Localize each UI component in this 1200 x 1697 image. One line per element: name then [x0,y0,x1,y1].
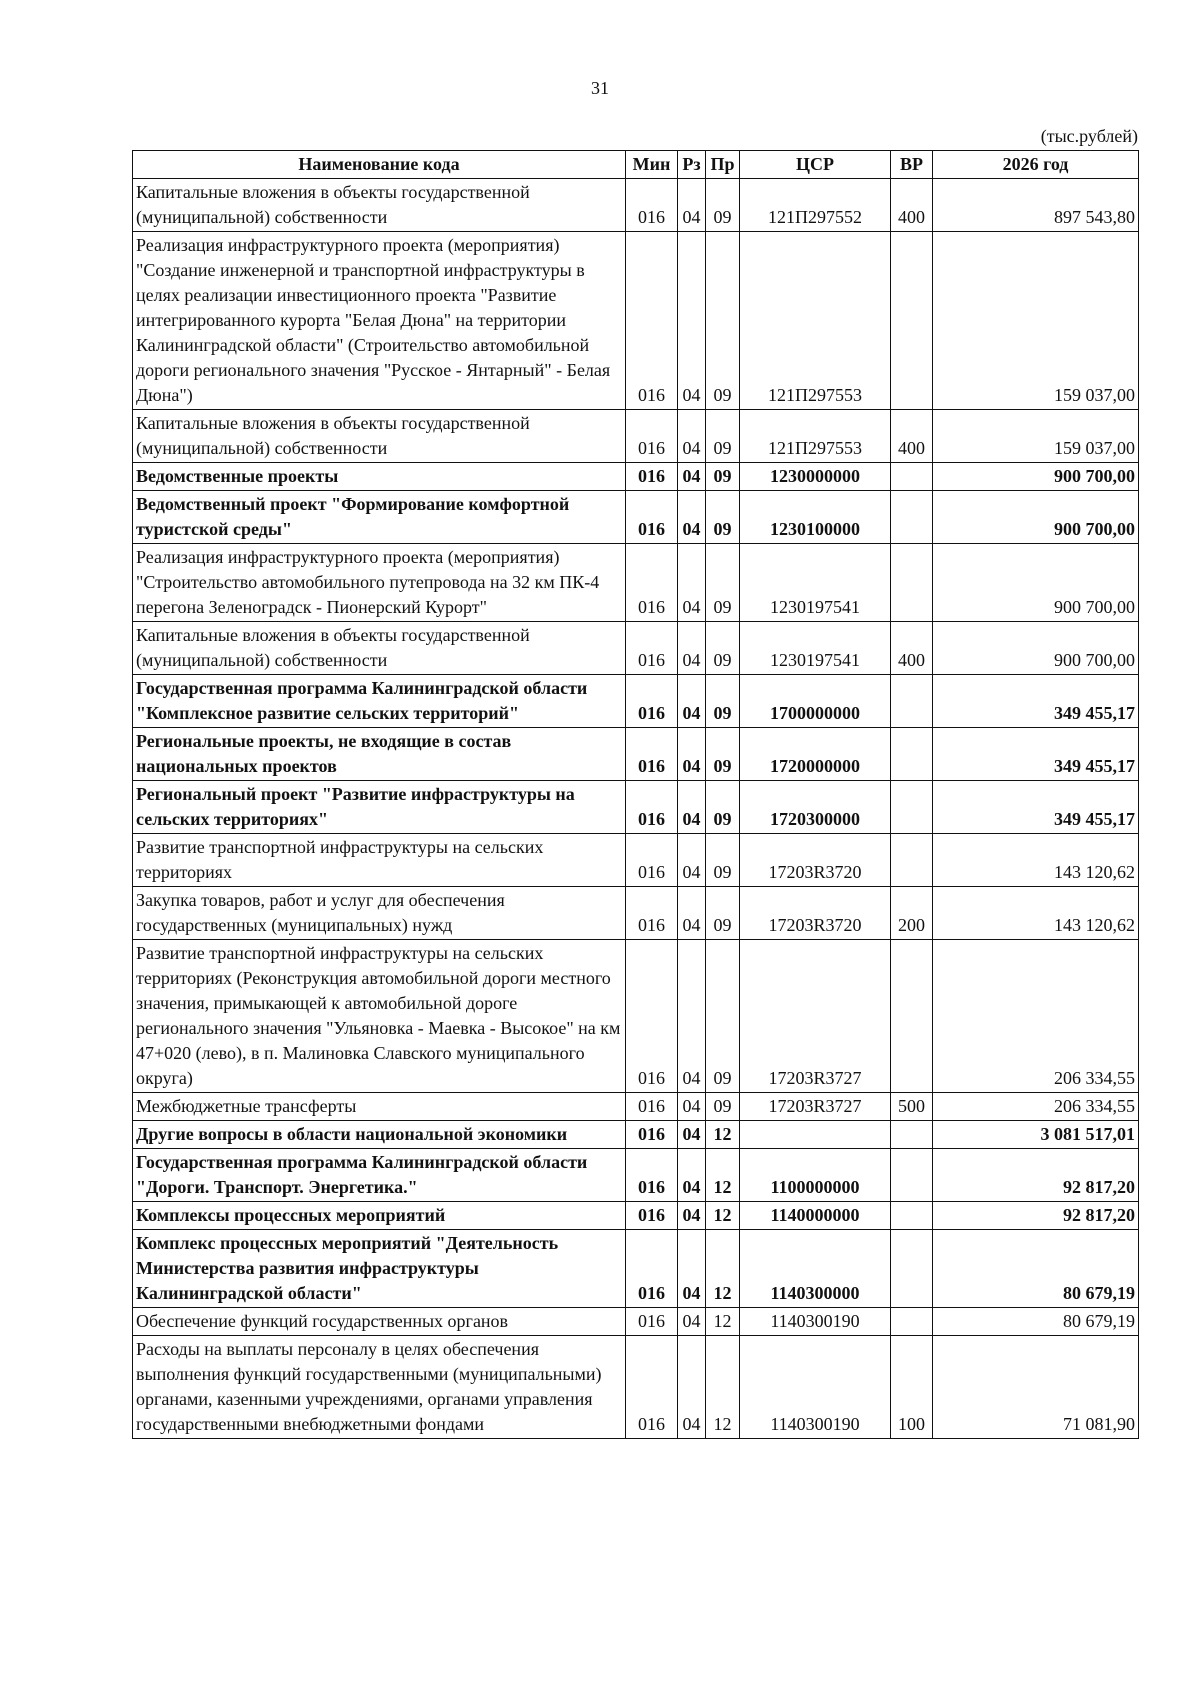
cell-amount: 900 700,00 [933,622,1139,675]
cell-amount: 349 455,17 [933,675,1139,728]
cell-min: 016 [626,463,678,491]
cell-min: 016 [626,1149,678,1202]
cell-csr: 1720300000 [740,781,891,834]
cell-pr: 09 [706,491,740,544]
cell-vr: 200 [891,887,933,940]
cell-vr: 400 [891,622,933,675]
header-vr: ВР [891,151,933,179]
cell-vr [891,1202,933,1230]
table-row [133,1230,1139,1308]
cell-csr: 17203R3720 [740,887,891,940]
cell-amount: 206 334,55 [933,1093,1139,1121]
table-row [133,940,1139,1093]
cell-name: Капитальные вложения в объекты государственной (муниципальной) собственности [133,622,626,675]
cell-name: Ведомственный проект "Формирование комфортной туристской среды" [133,491,626,544]
cell-csr: 1720000000 [740,728,891,781]
cell-vr [891,728,933,781]
cell-vr: 100 [891,1336,933,1439]
cell-amount: 349 455,17 [933,728,1139,781]
cell-csr: 121П297553 [740,410,891,463]
cell-pr: 12 [706,1121,740,1149]
cell-min: 016 [626,491,678,544]
table-row [133,1336,1139,1439]
cell-amount: 80 679,19 [933,1230,1139,1308]
cell-rz: 04 [678,232,706,410]
table-row [133,491,1139,544]
cell-amount: 900 700,00 [933,491,1139,544]
cell-csr: 1700000000 [740,675,891,728]
cell-csr: 1230000000 [740,463,891,491]
cell-vr [891,544,933,622]
cell-amount: 900 700,00 [933,544,1139,622]
cell-amount: 206 334,55 [933,940,1139,1093]
cell-csr: 1230197541 [740,622,891,675]
cell-name: Ведомственные проекты [133,463,626,491]
cell-rz: 04 [678,1149,706,1202]
cell-vr [891,781,933,834]
cell-min: 016 [626,622,678,675]
table-header-row [133,151,1139,179]
cell-rz: 04 [678,1336,706,1439]
cell-rz: 04 [678,622,706,675]
table-body [133,179,1139,1439]
budget-table [132,150,1139,1439]
cell-min: 016 [626,544,678,622]
cell-vr: 400 [891,179,933,232]
cell-name: Межбюджетные трансферты [133,1093,626,1121]
cell-rz: 04 [678,781,706,834]
cell-csr: 17203R3720 [740,834,891,887]
cell-amount: 159 037,00 [933,232,1139,410]
cell-min: 016 [626,410,678,463]
cell-pr: 09 [706,463,740,491]
cell-vr [891,232,933,410]
cell-name: Другие вопросы в области национальной экономики [133,1121,626,1149]
cell-min: 016 [626,887,678,940]
header-name: Наименование кода [133,151,626,179]
cell-name: Комплексы процессных мероприятий [133,1202,626,1230]
cell-amount: 349 455,17 [933,781,1139,834]
cell-vr [891,834,933,887]
cell-rz: 04 [678,940,706,1093]
cell-pr: 12 [706,1336,740,1439]
cell-pr: 12 [706,1149,740,1202]
cell-name: Расходы на выплаты персоналу в целях обеспечения выполнения функций государственными (муниципальными) органами, казенными учреждениями, органами управления государственными внебюджетными фондами [133,1336,626,1439]
cell-vr [891,1149,933,1202]
cell-rz: 04 [678,834,706,887]
cell-pr: 09 [706,544,740,622]
cell-csr: 17203R3727 [740,1093,891,1121]
cell-amount: 80 679,19 [933,1308,1139,1336]
units-label: (тыс.рублей) [1040,126,1138,146]
cell-name: Региональные проекты, не входящие в состав национальных проектов [133,728,626,781]
table-row [133,1121,1139,1149]
cell-pr: 09 [706,887,740,940]
cell-min: 016 [626,1202,678,1230]
table-row [133,1202,1139,1230]
cell-name: Государственная программа Калининградской области "Дороги. Транспорт. Энергетика." [133,1149,626,1202]
cell-min: 016 [626,940,678,1093]
cell-amount: 159 037,00 [933,410,1139,463]
table-row [133,675,1139,728]
cell-csr: 1100000000 [740,1149,891,1202]
cell-pr: 09 [706,728,740,781]
cell-pr: 09 [706,622,740,675]
cell-pr: 09 [706,232,740,410]
cell-rz: 04 [678,1308,706,1336]
table-row [133,179,1139,232]
cell-vr [891,940,933,1093]
header-year: 2026 год [933,151,1139,179]
cell-csr: 1140000000 [740,1202,891,1230]
cell-amount: 897 543,80 [933,179,1139,232]
table-row [133,463,1139,491]
cell-vr [891,463,933,491]
cell-min: 016 [626,781,678,834]
cell-rz: 04 [678,1121,706,1149]
cell-csr: 1230100000 [740,491,891,544]
cell-vr [891,491,933,544]
cell-vr [891,1121,933,1149]
header-csr: ЦСР [740,151,891,179]
cell-name: Государственная программа Калининградской области "Комплексное развитие сельских территорий" [133,675,626,728]
cell-csr [740,1121,891,1149]
table-row [133,728,1139,781]
cell-csr: 121П297552 [740,179,891,232]
cell-name: Региональный проект "Развитие инфраструктуры на сельских территориях" [133,781,626,834]
page-number: 31 [591,78,609,98]
cell-name: Капитальные вложения в объекты государственной (муниципальной) собственности [133,410,626,463]
cell-amount: 143 120,62 [933,834,1139,887]
cell-min: 016 [626,1093,678,1121]
cell-pr: 09 [706,781,740,834]
cell-csr: 1140300000 [740,1230,891,1308]
cell-vr [891,1308,933,1336]
cell-vr [891,675,933,728]
table-row [133,544,1139,622]
cell-csr: 1140300190 [740,1308,891,1336]
cell-amount: 143 120,62 [933,887,1139,940]
cell-pr: 12 [706,1308,740,1336]
cell-min: 016 [626,1121,678,1149]
header-rz: Рз [678,151,706,179]
cell-name: Реализация инфраструктурного проекта (мероприятия) "Строительство автомобильного путепровода на 32 км ПК-4 перегона Зеленоградск - Пионерский Курорт" [133,544,626,622]
header-pr: Пр [706,151,740,179]
cell-rz: 04 [678,887,706,940]
cell-rz: 04 [678,463,706,491]
cell-pr: 09 [706,675,740,728]
cell-vr [891,1230,933,1308]
cell-rz: 04 [678,410,706,463]
cell-rz: 04 [678,728,706,781]
cell-csr: 121П297553 [740,232,891,410]
cell-pr: 09 [706,410,740,463]
cell-rz: 04 [678,675,706,728]
table-row [133,834,1139,887]
cell-rz: 04 [678,544,706,622]
cell-amount: 900 700,00 [933,463,1139,491]
header-min: Мин [626,151,678,179]
table-row [133,1093,1139,1121]
cell-rz: 04 [678,1202,706,1230]
cell-vr: 400 [891,410,933,463]
cell-csr: 17203R3727 [740,940,891,1093]
cell-min: 016 [626,232,678,410]
cell-min: 016 [626,1336,678,1439]
cell-pr: 12 [706,1202,740,1230]
cell-amount: 3 081 517,01 [933,1121,1139,1149]
cell-csr: 1230197541 [740,544,891,622]
cell-name: Обеспечение функций государственных органов [133,1308,626,1336]
cell-name: Реализация инфраструктурного проекта (мероприятия) "Создание инженерной и транспортной инфраструктуры в целях реализации инвестиционного проекта "Развитие интегрированного курорта "Белая Дюна" на территории Калининградской области" (Строительство автомобильной дороги регионального значения "Русское - Янтарный" - Белая Дюна") [133,232,626,410]
cell-min: 016 [626,1308,678,1336]
cell-rz: 04 [678,491,706,544]
table-row [133,781,1139,834]
cell-amount: 92 817,20 [933,1202,1139,1230]
cell-amount: 71 081,90 [933,1336,1139,1439]
cell-min: 016 [626,179,678,232]
cell-rz: 04 [678,1230,706,1308]
cell-min: 016 [626,834,678,887]
cell-min: 016 [626,728,678,781]
cell-csr: 1140300190 [740,1336,891,1439]
cell-pr: 09 [706,940,740,1093]
cell-rz: 04 [678,179,706,232]
cell-pr: 12 [706,1230,740,1308]
cell-pr: 09 [706,834,740,887]
table-row [133,1149,1139,1202]
cell-rz: 04 [678,1093,706,1121]
cell-name: Закупка товаров, работ и услуг для обеспечения государственных (муниципальных) нужд [133,887,626,940]
cell-pr: 09 [706,179,740,232]
table-row [133,887,1139,940]
cell-vr: 500 [891,1093,933,1121]
cell-min: 016 [626,675,678,728]
cell-amount: 92 817,20 [933,1149,1139,1202]
table-row [133,1308,1139,1336]
cell-name: Развитие транспортной инфраструктуры на сельских территориях (Реконструкция автомобильной дороги местного значения, примыкающей к автомобильной дороге регионального значения "Ульяновка - Маевка - Высокое" на км 47+020 (лево), в п. Малиновка Славского муниципального округа) [133,940,626,1093]
cell-name: Комплекс процессных мероприятий "Деятельность Министерства развития инфраструктуры Калининградской области" [133,1230,626,1308]
table-row [133,232,1139,410]
table-row [133,622,1139,675]
cell-min: 016 [626,1230,678,1308]
cell-name: Развитие транспортной инфраструктуры на сельских территориях [133,834,626,887]
table-row [133,410,1139,463]
cell-name: Капитальные вложения в объекты государственной (муниципальной) собственности [133,179,626,232]
cell-pr: 09 [706,1093,740,1121]
